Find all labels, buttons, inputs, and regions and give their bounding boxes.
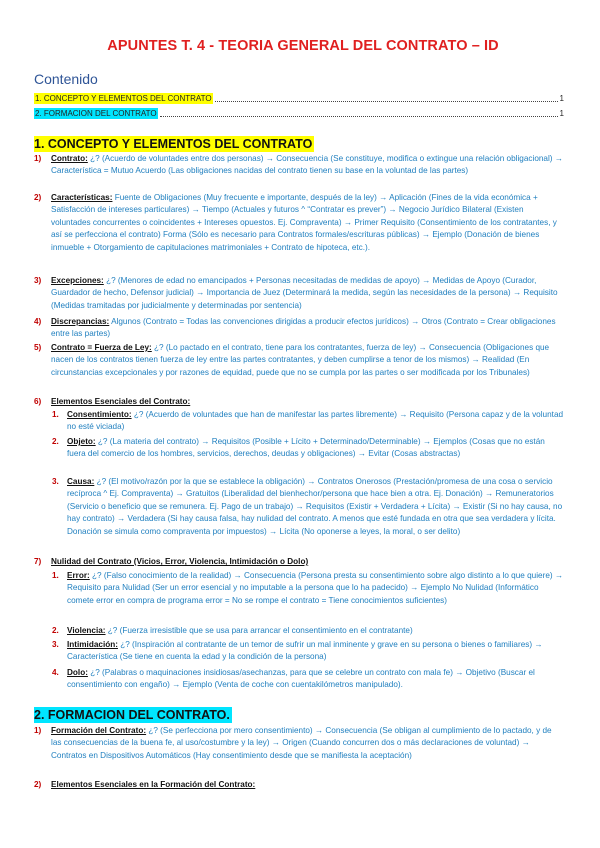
item-number: 1. <box>52 410 59 419</box>
item-body <box>51 779 564 791</box>
item-number: 2. <box>52 626 59 635</box>
toc-entry[interactable] <box>34 108 564 119</box>
toc-entry-page: 1 <box>559 109 564 118</box>
item-text: ¿? (Acuerdo de voluntades entre dos personas) → Consecuencia (Se constituye, modifica o extingue una relación obligacional) → Característica = Mutuo Acuerdo (Las obligaciones nacidas del contrato tienen su base en la voluntad de las partes) <box>51 154 563 176</box>
item-text: ¿? (Palabras o maquinaciones insidiosas/asechanzas, para que se celebre un contrato con mala fe) → Objetivo (Buscar el consentimiento con engaño) → Ejemplo (Venta de coche con cuentakilómetros manipulado). <box>67 668 535 690</box>
item-body <box>67 625 564 637</box>
toc-entry-page: 1 <box>559 94 564 103</box>
toc-leader-dots <box>160 116 558 117</box>
toc-entry-label[interactable]: 2. FORMACION DEL CONTRATO <box>35 109 157 118</box>
item-text: ¿? (Inspiración al contratante de un temor de sufrir un mal inminente y grave en su persona o bienes o familiares) → Característica (Se tiene en cuenta la edad y la condición de la persona) <box>67 640 543 662</box>
item-body <box>67 409 564 434</box>
item-term: Características: <box>51 193 113 202</box>
item-body <box>51 342 564 379</box>
item-text: ¿? (Fuerza irresistible que se usa para arrancar el consentimiento en el contratante) <box>105 626 413 635</box>
item-term: Intimidación: <box>67 640 118 649</box>
item-text: ¿? (Menores de edad no emancipados + Personas necesitadas de medidas de apoyo) → Medidas de Apoyo (Curador, Guardador de hecho, Defensor judicial) → Importancia de Juez (Determinará la medida, según las necesidades de la persona) → Requisito (Medidas tramitadas por judicialmente y determinadas por sentencia) <box>51 276 558 310</box>
item-text: Fuente de Obligaciones (Muy frecuente e importante, después de la ley) → Aplicación (Fines de la vida económica + Satisfacción de intereses particulares) → Tiempo (Actuales y futuros ^ “Contratar es prever”) → Negocio Jurídico Bilateral (Existen voluntades concurrentes o coincidentes + Intereses opuestos. Ej. Compraventa) → Primer Requisito (Consentimiento de los contratantes, y así se perfecciona el contrato) Forma (Sólo es necesario para Contratos formales/escrituras públicas) → Ejemplo (Donación de bienes inmueble + Otorgamiento de capitulaciones matrimoniales + Contrato de hipoteca, etc.). <box>51 193 557 252</box>
item-number: 7) <box>34 557 42 566</box>
item-number: 1) <box>34 154 42 163</box>
item-body <box>51 556 564 568</box>
toc-heading: Contenido <box>34 71 98 87</box>
toc-entry-label[interactable]: 1. CONCEPTO Y ELEMENTOS DEL CONTRATO <box>35 94 212 103</box>
toc-leader-dots <box>215 101 558 102</box>
item-text: ¿? (Se perfecciona por mero consentimiento) → Consecuencia (Se obligan al cumplimiento de lo pactado, y de las consecuencias de la buena fe, al uso/costumbre y la ley) → Origen (Cuando concurren dos o más declaraciones de voluntad) → Contratos en Dispositivos Automáticos (Hay consentimiento desde que se manifiesta la aceptación) <box>51 726 552 760</box>
item-body <box>51 192 564 254</box>
item-number: 2) <box>34 193 42 202</box>
item-text: ¿? (Lo pactado en el contrato, tiene para los contratantes, fuerza de ley) → Consecuencia (Obligaciones que nacen de los contratos tienen fuerza de ley entre las partes contratantes, y deben cumplirse a tenor de los mismos) → Realidad (En circunstancias excepcionales y por razones de equidad, puede que no se cumpla por las partes o ser modificada por los Tribunales) <box>51 343 550 377</box>
item-text: ¿? (La materia del contrato) → Requisitos (Posible + Lícito + Determinado/Determinable) → Ejemplos (Cosas que no están fuera del comercio de los hombres, servicios, derechos, deudas y obligaciones) → Evitar (Cosas abstractas) <box>67 437 545 459</box>
section-heading <box>34 137 314 151</box>
item-term: Nulidad del Contrato (Vicios, Error, Violencia, Intimidación o Dolo) <box>51 557 309 566</box>
item-body <box>51 396 564 408</box>
item-number: 2) <box>34 780 42 789</box>
item-term: Discrepancias: <box>51 317 110 326</box>
item-number: 6) <box>34 397 42 406</box>
item-term: Contrato: <box>51 154 88 163</box>
document-title: APUNTES T. 4 - TEORIA GENERAL DEL CONTRATO – ID <box>107 38 499 54</box>
item-number: 3. <box>52 640 59 649</box>
item-body <box>51 153 564 178</box>
item-number: 4. <box>52 668 59 677</box>
item-text: ¿? (El motivo/razón por la que se establece la obligación) → Contratos Onerosos (Prestación/promesa de una cosa o servicio recíproca ^ Ej. Compraventa) → Gratuitos (Liberalidad del bienhechor/persona que hace bien a otra. Ej. Donación) → Remuneratorios (Servicio o beneficio que se remunera. Ej. Pago de un trabajo) → Requisitos (Existir + Verdadera + Lícita) → Existir (Si no hay causa, no hay contrato) → Verdadera (Si hay causa falsa, hay nulidad del contrato. A menos que esté fundada en otra que sea verdadera y lícita. Donación se simula como compraventa por impuestos) → Lícita (No oponerse a leyes, la moral, o ser delito) <box>67 477 563 536</box>
item-number: 1) <box>34 726 42 735</box>
item-body <box>67 476 564 538</box>
item-body <box>51 725 564 762</box>
item-body <box>67 436 564 461</box>
item-number: 3) <box>34 276 42 285</box>
item-text: ¿? (Acuerdo de voluntades que han de manifestar las partes libremente) → Requisito (Persona capaz y de la voluntad no esté viciada) <box>67 410 564 432</box>
item-number: 1. <box>52 571 59 580</box>
item-term: Formación del Contrato: <box>51 726 147 735</box>
item-term: Elementos Esenciales en la Formación del Contrato: <box>51 780 256 789</box>
item-term: Causa: <box>67 477 95 486</box>
item-term: Error: <box>67 571 90 580</box>
item-body <box>51 275 564 312</box>
item-body <box>51 316 564 341</box>
item-number: 5) <box>34 343 42 352</box>
item-number: 3. <box>52 477 59 486</box>
section-heading-text: 2. FORMACION DEL CONTRATO. <box>34 708 230 722</box>
item-number: 2. <box>52 437 59 446</box>
item-term: Excepciones: <box>51 276 104 285</box>
item-term: Contrato = Fuerza de Ley: <box>51 343 152 352</box>
item-body <box>67 667 564 692</box>
item-body <box>67 639 564 664</box>
item-term: Violencia: <box>67 626 106 635</box>
toc-entry[interactable] <box>34 93 564 104</box>
item-body <box>67 570 564 607</box>
item-text: ¿? (Falso conocimiento de la realidad) → Consecuencia (Persona presta su consentimiento sobre algo distinto a lo que quiere) → Requisito para Nulidad (Ser un error esencial y no imputable a la persona que lo ha padecido) → Ejemplo No Nulidad (Informático comete error en compra de programa error = No se rompe el contrato = Tiene conocimientos suficientes) <box>67 571 564 605</box>
item-term: Dolo: <box>67 668 88 677</box>
item-term: Objeto: <box>67 437 96 446</box>
section-heading <box>34 708 232 722</box>
section-heading-text: 1. CONCEPTO Y ELEMENTOS DEL CONTRATO <box>34 137 313 151</box>
item-term: Elementos Esenciales del Contrato: <box>51 397 191 406</box>
item-term: Consentimiento: <box>67 410 132 419</box>
item-text: Algunos (Contrato = Todas las convenciones dirigidas a producir efectos jurídicos) → Otros (Contrato = Crear obligaciones entre las partes) <box>51 317 556 339</box>
item-number: 4) <box>34 317 42 326</box>
